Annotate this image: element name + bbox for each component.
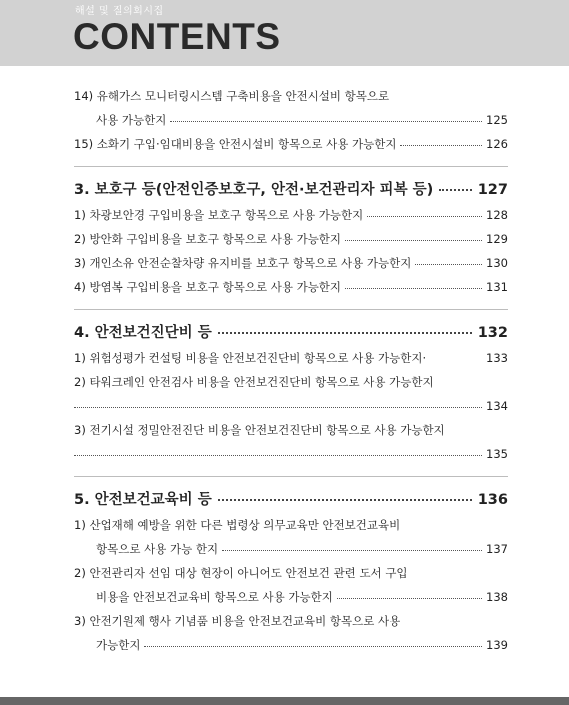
toc-entry-continuation[interactable] bbox=[74, 589, 508, 605]
footer-bar bbox=[0, 697, 569, 705]
toc-entry-text: 3) 안전기원제 행사 기념품 비용을 안전보건교육비 항목으로 사용 bbox=[74, 614, 401, 628]
toc-entry-text: 3) 전기시설 정밀안전진단 비용을 안전보건진단비 항목으로 사용 가능한지 bbox=[74, 423, 445, 437]
toc-entry-text: 1) 차광보안경 구입비용을 보호구 항목으로 사용 가능한지 bbox=[74, 208, 364, 222]
page-title: CONTENTS bbox=[73, 16, 281, 57]
toc-entry-text: 1) 산업재해 예방을 위한 다른 법령상 의무교육만 안전보건교육비 bbox=[74, 518, 401, 532]
toc-entry[interactable] bbox=[74, 374, 508, 390]
dot-leader bbox=[345, 229, 482, 241]
toc-entry[interactable] bbox=[74, 422, 508, 438]
toc-entry[interactable] bbox=[74, 350, 508, 366]
toc-entry-text: 비용을 안전보건교육비 항목으로 사용 가능한지 bbox=[96, 590, 333, 604]
toc-entry-text: 3) 개인소유 안전순찰차량 유지비를 보호구 항목으로 사용 가능한지 bbox=[74, 256, 412, 270]
toc-entry[interactable] bbox=[74, 565, 508, 581]
toc-page-number: 130 bbox=[486, 256, 508, 270]
toc-page-number: 138 bbox=[486, 590, 508, 604]
page-header bbox=[0, 0, 569, 66]
toc-section-heading[interactable] bbox=[74, 322, 508, 342]
dot-leader bbox=[170, 110, 482, 122]
toc-entry[interactable] bbox=[74, 231, 508, 247]
dot-leader bbox=[439, 176, 471, 191]
section-title: 3. 보호구 등(안전인증보호구, 안전·보건관리자 피복 등) bbox=[74, 182, 434, 198]
toc-section-heading[interactable] bbox=[74, 179, 508, 199]
book-subtitle: 해설 및 질의회시집 bbox=[75, 6, 164, 17]
dot-leader bbox=[400, 134, 482, 146]
dot-leader bbox=[415, 253, 482, 265]
dot-leader bbox=[218, 319, 472, 334]
toc-entry-text: 항목으로 사용 가능 한지 bbox=[96, 542, 219, 556]
toc-page-number: 135 bbox=[486, 447, 508, 461]
toc-entry-continuation[interactable] bbox=[74, 112, 508, 128]
section-page-number: 127 bbox=[477, 182, 508, 198]
section-title: 5. 안전보건교육비 등 bbox=[74, 492, 212, 508]
toc-page-number: 126 bbox=[486, 137, 508, 151]
section-page-number: 136 bbox=[477, 492, 508, 508]
dot-leader bbox=[74, 444, 482, 456]
toc-entry[interactable] bbox=[74, 136, 508, 152]
toc-page-number: 139 bbox=[486, 638, 508, 652]
toc-entry-text: 1) 위험성평가 컨설팅 비용을 안전보건진단비 항목으로 사용 가능한지· bbox=[74, 351, 427, 365]
toc-entry[interactable] bbox=[74, 613, 508, 629]
dot-leader bbox=[345, 277, 482, 289]
toc-entry[interactable] bbox=[74, 88, 508, 104]
toc-page-number: 129 bbox=[486, 232, 508, 246]
toc-entry-text: 2) 안전관리자 선임 대상 현장이 아니어도 안전보건 관련 도서 구입 bbox=[74, 566, 408, 580]
toc-entry-text: 4) 방염복 구입비용을 보호구 항목으로 사용 가능한지 bbox=[74, 280, 342, 294]
toc-entry[interactable] bbox=[74, 255, 508, 271]
toc-entry-text: 14) 유해가스 모니터링시스템 구축비용을 안전시설비 항목으로 bbox=[74, 89, 390, 103]
dot-leader bbox=[222, 539, 482, 551]
section-title: 4. 안전보건진단비 등 bbox=[74, 325, 212, 341]
toc-section-heading[interactable] bbox=[74, 489, 508, 509]
toc-entry-continuation[interactable] bbox=[74, 637, 508, 653]
toc-page-number: 131 bbox=[486, 280, 508, 294]
toc-entry-text: 가능한지 bbox=[96, 638, 141, 652]
dot-leader bbox=[74, 396, 482, 408]
toc-page-number: 128 bbox=[486, 208, 508, 222]
dot-leader bbox=[430, 349, 482, 360]
toc-entry-continuation[interactable] bbox=[74, 398, 508, 414]
toc-entry-text: 2) 방안화 구입비용을 보호구 항목으로 사용 가능한지 bbox=[74, 232, 342, 246]
dot-leader bbox=[337, 587, 482, 599]
toc-page-number: 137 bbox=[486, 542, 508, 556]
toc-page-number: 125 bbox=[486, 113, 508, 127]
toc-page-number: 133 bbox=[486, 351, 508, 365]
toc-entry-text: 사용 가능한지 bbox=[96, 113, 167, 127]
toc-entry-continuation[interactable] bbox=[74, 446, 508, 462]
section-page-number: 132 bbox=[477, 325, 508, 341]
toc-entry-continuation[interactable] bbox=[74, 541, 508, 557]
toc-entry[interactable] bbox=[74, 207, 508, 223]
toc-entry[interactable] bbox=[74, 279, 508, 295]
dot-leader bbox=[367, 205, 482, 217]
toc-entry-text: 2) 타워크레인 안전검사 비용을 안전보건진단비 항목으로 사용 가능한지 bbox=[74, 375, 434, 389]
toc-entry-text: 15) 소화기 구입·임대비용을 안전시설비 항목으로 사용 가능한지 bbox=[74, 137, 397, 151]
toc-content bbox=[74, 88, 508, 661]
toc-page-number: 134 bbox=[486, 399, 508, 413]
dot-leader bbox=[218, 486, 472, 501]
dot-leader bbox=[144, 635, 482, 647]
toc-entry[interactable] bbox=[74, 517, 508, 533]
